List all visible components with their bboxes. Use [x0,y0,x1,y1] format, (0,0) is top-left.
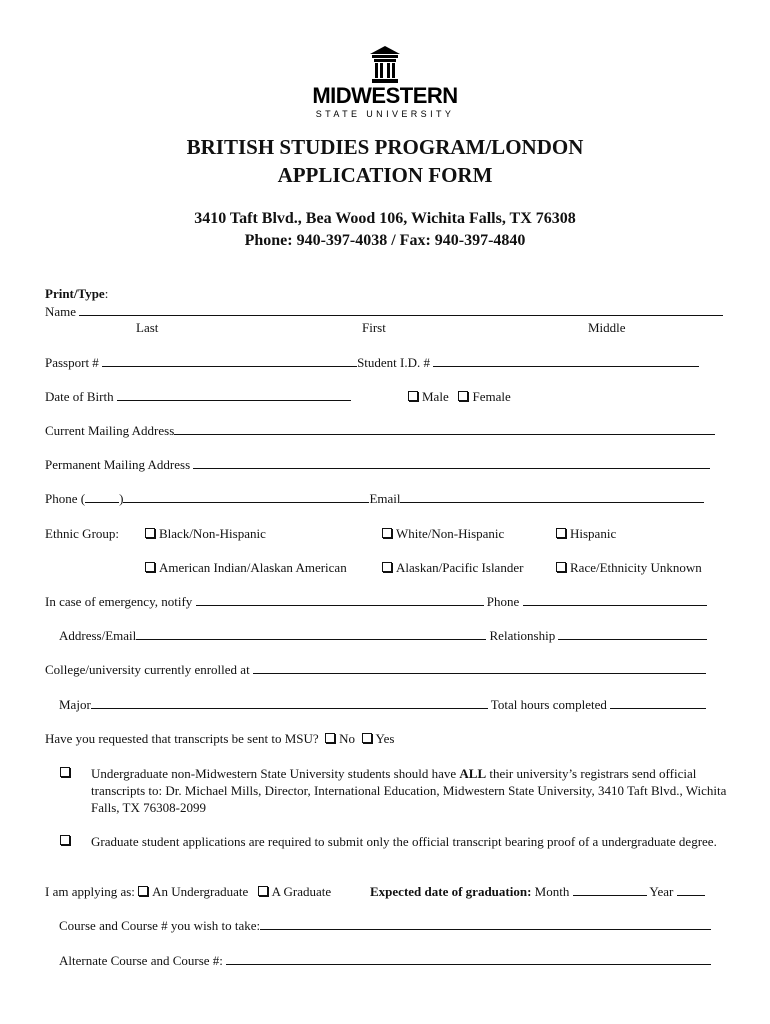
transcripts-question: Have you requested that transcripts be sent to MSU? [45,731,319,746]
student-id-label: Student I.D. # [357,355,431,370]
gender-row [408,389,511,405]
phone-area-code-field[interactable] [85,491,119,503]
expected-grad-label: Expected date of graduation: [370,884,532,899]
undergrad-note-checkbox-wrap [60,765,74,781]
current-address-field[interactable] [174,423,715,435]
form-title-line2: APPLICATION FORM [277,163,493,187]
alt-course-label: Alternate Course and Course #: [59,953,223,968]
ethnic-american-indian-checkbox[interactable] [145,562,155,572]
grad-note-checkbox[interactable] [60,835,70,845]
alt-course-field[interactable] [226,953,711,965]
female-checkbox[interactable] [458,391,468,401]
month-label: Month [534,884,570,899]
emergency-label: In case of emergency, notify [45,594,193,609]
graduate-label: A Graduate [271,884,332,899]
passport-row [45,355,699,371]
undergrad-note-text-start: Undergraduate non-Midwestern State University students should have [91,766,457,781]
email-label: Email [369,491,401,506]
middle-name-label: Middle [588,320,626,335]
relationship-label: Relationship [489,628,556,643]
applying-label: I am applying as: [45,884,135,899]
name-row [45,304,723,320]
current-address-label: Current Mailing Address [45,423,175,438]
course-row [59,918,711,934]
male-checkbox[interactable] [408,391,418,401]
grad-note-checkbox-wrap [60,833,74,849]
dob-row [45,389,351,405]
major-row [59,697,706,713]
ethnic-pacific-label: Alaskan/Pacific Islander [396,560,524,575]
email-field[interactable] [400,491,704,503]
ethnic-unknown-checkbox[interactable] [556,562,566,572]
university-name: MIDWESTERN [312,83,458,108]
permanent-address-row [45,457,710,473]
permanent-address-label: Permanent Mailing Address [45,457,191,472]
dob-label: Date of Birth [45,389,114,404]
graduation-year-field[interactable] [677,884,705,896]
transcripts-no-label: No [339,731,356,746]
grad-note: Graduate student applications are required to submit only the official transcript bearing proof of a undergraduate degree. [91,834,717,849]
ethnic-hispanic-label: Hispanic [570,526,617,541]
dob-field[interactable] [117,389,351,401]
course-field[interactable] [260,918,711,930]
emergency-phone-label: Phone [486,594,520,609]
total-hours-field[interactable] [610,697,706,709]
phone-label: Phone ( [45,491,86,506]
name-field[interactable] [79,304,723,316]
ethnic-american-indian-label: American Indian/Alaskan American [159,560,347,575]
office-phone-fax: Phone: 940-397-4038 / Fax: 940-397-4840 [244,232,526,249]
female-label: Female [472,389,511,404]
graduation-month-field[interactable] [573,884,647,896]
alt-course-row [59,953,711,969]
current-address-row [45,423,715,439]
print-type-label: Print/Type: [45,286,109,301]
graduation-date-row [370,884,705,900]
phone-email-row [45,491,704,507]
undergrad-note-emphasis: ALL [459,766,487,781]
transcripts-yes-checkbox[interactable] [362,733,372,743]
graduate-checkbox[interactable] [258,886,268,896]
emergency-phone-field[interactable] [523,594,707,606]
relationship-field[interactable] [558,628,707,640]
ethnic-unknown-option [556,560,702,576]
passport-label: Passport # [45,355,99,370]
ethnic-hispanic-checkbox[interactable] [556,528,566,538]
ethnic-unknown-label: Race/Ethnicity Unknown [570,560,702,575]
name-label: Name [45,304,77,319]
applying-row [45,884,331,900]
last-name-label: Last [136,320,159,335]
undergrad-note [91,765,727,816]
university-logo [300,44,470,126]
ethnic-american-indian-option [145,560,347,576]
male-label: Male [422,389,449,404]
college-field[interactable] [253,662,706,674]
undergrad-note-text-end: their university’s registrars send official transcripts to: Dr. Michael Mills, Director, International Education, Midwestern State University, 3410 Taft Blvd., Wichita Falls, TX 76308-2099 [91,766,727,815]
phone-close-paren: ) [119,491,124,506]
passport-field[interactable] [102,355,357,367]
undergraduate-checkbox[interactable] [138,886,148,896]
permanent-address-field[interactable] [193,457,710,469]
form-title-line1: BRITISH STUDIES PROGRAM/LONDON [186,135,584,159]
ethnic-hispanic-option [556,526,616,542]
first-name-label: First [362,320,386,335]
ethnic-black-label: Black/Non-Hispanic [159,526,266,541]
major-label: Major [59,697,91,712]
emergency-address-field[interactable] [136,628,486,640]
year-label: Year [649,884,674,899]
ethnic-black-option [145,526,266,542]
emergency-contact-field[interactable] [196,594,484,606]
major-field[interactable] [91,697,488,709]
address-email-label: Address/Email [59,628,137,643]
college-row [45,662,706,678]
building-icon [367,44,403,84]
phone-field[interactable] [123,491,369,503]
undergrad-note-checkbox[interactable] [60,767,70,777]
ethnic-white-option [382,526,504,542]
transcripts-yes-label: Yes [375,731,395,746]
student-id-field[interactable] [433,355,699,367]
college-label: College/university currently enrolled at [45,662,250,677]
ethnic-black-checkbox[interactable] [145,528,155,538]
transcripts-no-checkbox[interactable] [325,733,335,743]
course-label: Course and Course # you wish to take: [59,918,261,933]
ethnic-pacific-option [382,560,523,576]
emergency-address-row [59,628,707,644]
ethnic-white-checkbox[interactable] [382,528,392,538]
emergency-row [45,594,707,610]
total-hours-label: Total hours completed [490,697,607,712]
undergraduate-label: An Undergraduate [152,884,249,899]
ethnic-white-label: White/Non-Hispanic [396,526,505,541]
ethnic-group-label: Ethnic Group: [45,526,120,541]
office-address: 3410 Taft Blvd., Bea Wood 106, Wichita Falls, TX 76308 [194,210,576,227]
transcripts-row [45,731,394,747]
university-subtitle: STATE UNIVERSITY [315,109,455,119]
ethnic-pacific-checkbox[interactable] [382,562,392,572]
